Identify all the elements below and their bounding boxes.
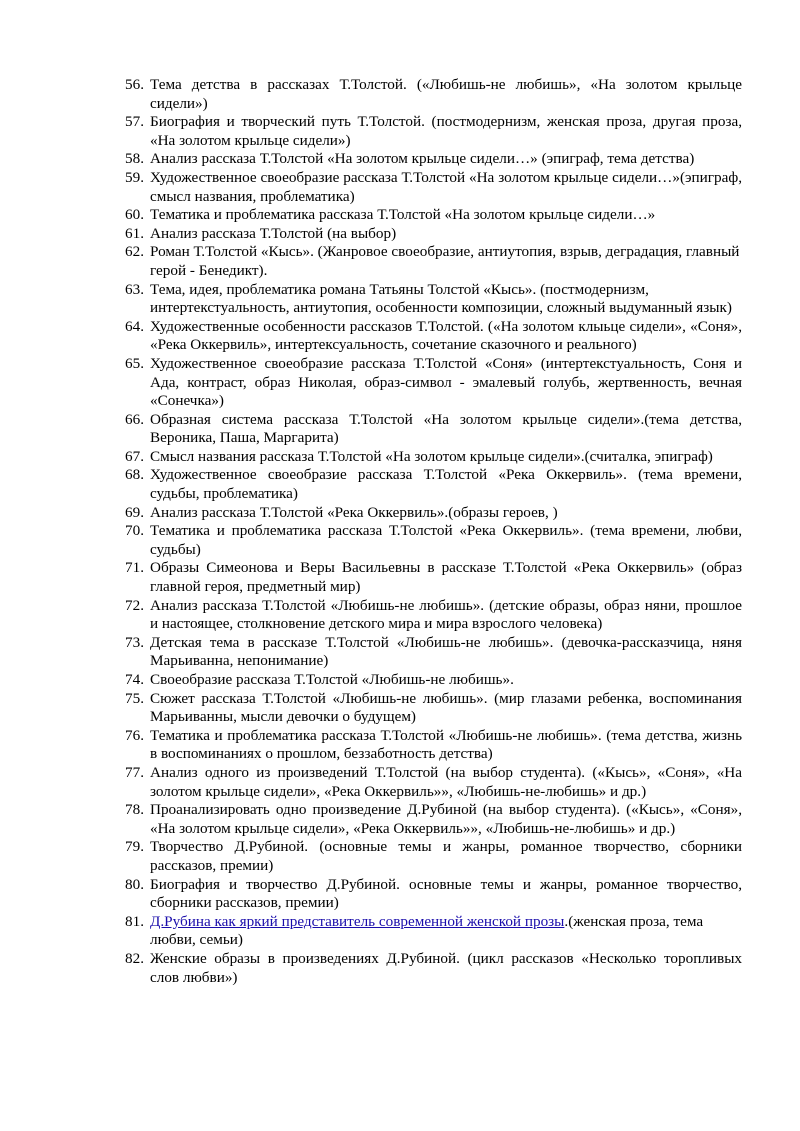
list-item: [108, 559, 742, 596]
list-item: [108, 913, 742, 950]
list-item: [108, 411, 742, 448]
item-number: 81.: [125, 912, 144, 930]
list-item: [108, 355, 742, 411]
item-text: Своеобразие рассказа Т.Толстой «Любишь-не любишь».: [150, 671, 514, 688]
item-number: 65.: [125, 354, 144, 372]
item-text: Смысл названия рассказа Т.Толстой «На золотом крыльце сидели».(считалка, эпиграф): [150, 447, 713, 465]
item-number: 57.: [125, 113, 144, 131]
article-link[interactable]: Д.Рубина как яркий представитель современной женской прозы: [150, 912, 565, 930]
list-item: [108, 150, 742, 169]
item-number: 56.: [125, 76, 144, 93]
item-number: 73.: [125, 633, 144, 651]
item-text: Творчество Д.Рубиной. (основные темы и жанры, романное творчество, сборники рассказов, премии): [150, 838, 742, 874]
list-item: [108, 801, 742, 838]
item-number: 66.: [125, 410, 144, 428]
list-item: [108, 466, 742, 503]
item-text: Биография и творчество Д.Рубиной. основные темы и жанры, романное творчество, сборники рассказов, премии): [150, 875, 742, 912]
item-text: Проанализировать одно произведение Д.Рубиной (на выбор студента). («Кысь», «Соня», «На золотом крыльце сидели», «Река Оккервиль»», «Любишь-не-любишь» и др.): [150, 801, 742, 837]
item-text: Тема, идея, проблематика романа Татьяны Толстой «Кысь». (постмодернизм, интертекстуальность, антиутопия, особенности композиции, сложный выдуманный язык): [150, 280, 732, 317]
item-number: 82.: [125, 949, 144, 967]
list-item: [108, 169, 742, 206]
item-number: 58.: [125, 150, 144, 168]
item-text: Художественное своеобразие рассказа Т.Толстой «Соня» (интертекстуальность, Соня и Ада, контраст, образ Николая, образ-символ - эмалевый голубь, жертвенность, вечная «Сонечка»): [150, 354, 742, 410]
item-number: 68.: [125, 466, 144, 484]
item-number: 69.: [125, 503, 144, 521]
list-item: [108, 318, 742, 355]
item-text: Образная система рассказа Т.Толстой «На золотом крыльце сидели».(тема детства, Вероника, Паша, Маргарита): [150, 410, 742, 447]
list-item: [108, 504, 742, 523]
list-item: [108, 597, 742, 634]
list-item: [108, 727, 742, 764]
list-item: [108, 243, 742, 280]
item-text: Тематика и проблематика рассказа Т.Толстой «Река Оккервиль». (тема времени, любви, судьбы): [150, 522, 742, 558]
item-text: Сюжет рассказа Т.Толстой «Любишь-не любишь». (мир глазами ребенка, воспоминания Марьиванны, мысли девочки о будущем): [150, 689, 742, 726]
item-text: Анализ одного из произведений Т.Толстой (на выбор студента). («Кысь», «Соня», «На золотом крыльце сидели», «Река Оккервиль»», «Любишь-не-любишь» и др.): [150, 763, 742, 800]
item-number: 79.: [125, 838, 144, 856]
list-item: [108, 838, 742, 875]
list-item: [108, 281, 742, 318]
list-item: [108, 764, 742, 801]
item-text: .(женская проза, тема любви, семьи): [150, 912, 704, 949]
list-item: [108, 225, 742, 244]
list-item: [108, 671, 742, 690]
item-text: Тематика и проблематика рассказа Т.Толстой «Любишь-не любишь». (тема детства, жизнь в воспоминаниях о прошлом, беззаботность детства): [150, 726, 742, 763]
item-number: 71.: [125, 559, 144, 577]
item-text: Образы Симеонова и Веры Васильевны в рассказе Т.Толстой «Река Оккервиль» (образ главной героя, предметный мир): [150, 559, 742, 596]
item-number: 70.: [125, 522, 144, 540]
item-number: 75.: [125, 689, 144, 707]
list-item: [108, 448, 742, 467]
item-number: 64.: [125, 317, 144, 335]
list-item: [108, 113, 742, 150]
item-number: 60.: [125, 206, 144, 224]
item-text: Роман Т.Толстой «Кысь». (Жанровое своеобразие, антиутопия, взрыв, деградация, главный герой - Бенедикт).: [150, 243, 740, 279]
item-number: 59.: [125, 168, 144, 186]
item-text: Анализ рассказа Т.Толстой «Любишь-не любишь». (детские образы, образ няни, прошлое и настоящее, столкновение детского мира и мира взрослого человека): [150, 596, 742, 633]
list-item: [108, 206, 742, 225]
item-text: Художественное своеобразие рассказа Т.Толстой «На золотом крыльце сидели…»(эпиграф, смысл названия, проблематика): [150, 168, 742, 205]
item-number: 62.: [125, 243, 144, 261]
item-text: Тематика и проблематика рассказа Т.Толстой «На золотом крыльце сидели…»: [150, 206, 656, 224]
item-text: Анализ рассказа Т.Толстой (на выбор): [150, 224, 397, 242]
item-text: Анализ рассказа Т.Толстой «На золотом крыльце сидели…» (эпиграф, тема детства): [150, 150, 695, 168]
item-text: Анализ рассказа Т.Толстой «Река Оккервиль».(образы героев, ): [150, 503, 558, 521]
item-text: Художественное своеобразие рассказа Т.Толстой «Река Оккервиль». (тема времени, судьбы, проблематика): [150, 466, 742, 503]
item-text-container: [144, 913, 742, 950]
item-text: Биография и творческий путь Т.Толстой. (постмодернизм, женская проза, другая проза, «На золотом крыльце сидели»): [150, 113, 742, 149]
item-number: 72.: [125, 596, 144, 614]
item-number: 67.: [125, 447, 144, 465]
item-text: Детская тема в рассказе Т.Толстой «Любишь-не любишь». (девочка-рассказчица, няня Марьиванна, непонимание): [150, 633, 742, 670]
list-item: [108, 76, 742, 113]
list-item: [108, 634, 742, 671]
list-item: [108, 950, 742, 987]
item-text: Тема детства в рассказах Т.Толстой. («Любишь-не любишь», «На золотом крыльце сидели»): [150, 76, 742, 112]
item-number: 61.: [125, 224, 144, 242]
list-item: [108, 690, 742, 727]
topic-list: [108, 76, 742, 987]
list-item: [108, 522, 742, 559]
item-number: 80.: [125, 875, 144, 893]
item-number: 78.: [125, 801, 144, 819]
item-number: 77.: [125, 763, 144, 781]
item-number: 74.: [125, 671, 144, 688]
item-number: 63.: [125, 280, 144, 298]
list-item: [108, 876, 742, 913]
item-text: Женские образы в произведениях Д.Рубиной. (цикл рассказов «Несколько торопливых слов любви»): [150, 949, 742, 986]
item-number: 76.: [125, 726, 144, 744]
item-text: Художественные особенности рассказов Т.Толстой. («На золотом клыьце сидели», «Соня», «Река Оккервиль», интертексуальность, сочетание сказочного и реального): [150, 317, 742, 354]
